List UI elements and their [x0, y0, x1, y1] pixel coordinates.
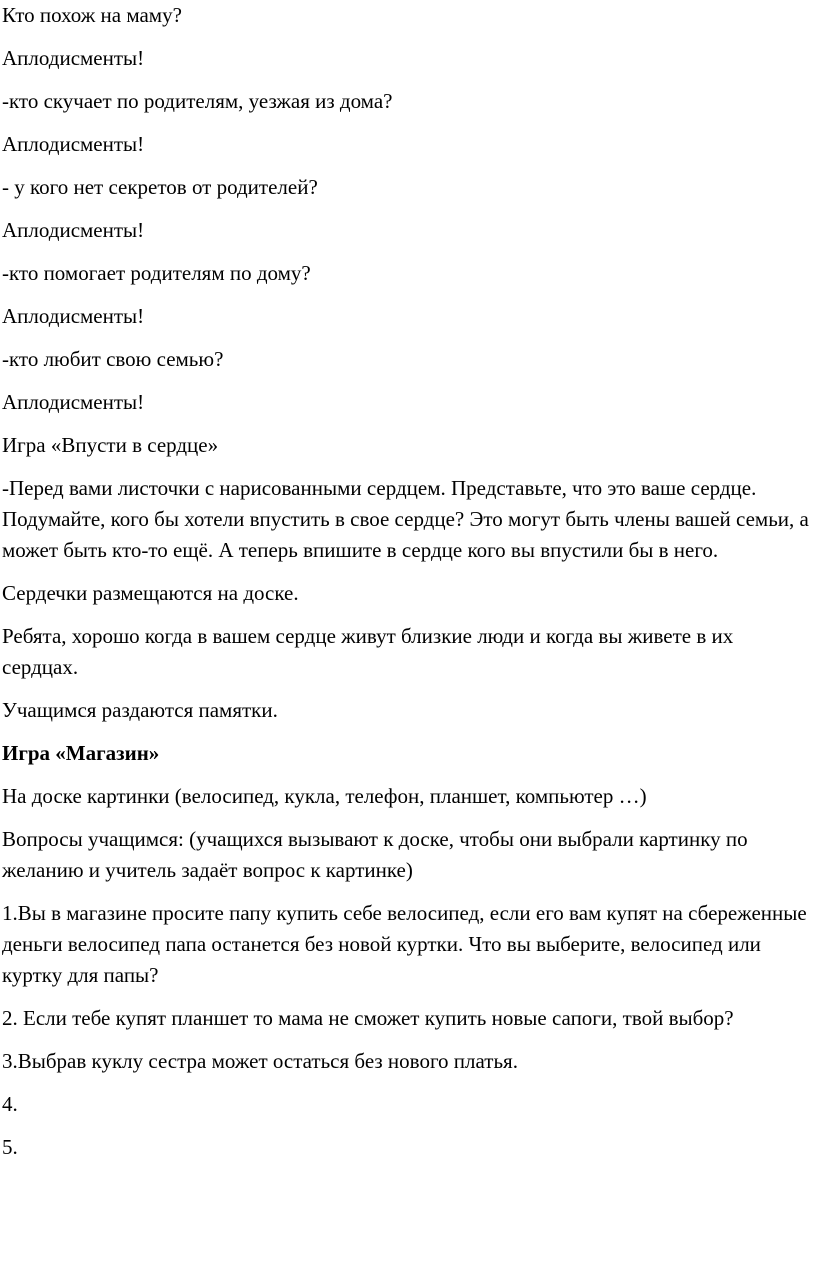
hearts-on-board-line: Сердечки размещаются на доске.	[2, 581, 299, 605]
memo-line: Учащимся раздаются памятки.	[2, 698, 278, 722]
question-line: Кто похож на маму?	[2, 3, 182, 27]
applause-line: Аплодисменты!	[2, 304, 145, 328]
question-item-2: 2. Если тебе купят планшет то мама не сможет купить новые сапоги, твой выбор?	[2, 1006, 734, 1030]
heart-game-instructions: -Перед вами листочки с нарисованными сердцем. Представьте, что это ваше сердце. Подумайте, кого бы хотели впустить в свое сердце? Это могут быть члены вашей семьи, а может быть кто-то ещё. А теперь впишите в сердце кого вы впустили бы в него.	[2, 476, 809, 562]
applause-line: Аплодисменты!	[2, 132, 145, 156]
question-line: -кто скучает по родителям, уезжая из дома?	[2, 89, 393, 113]
question-item-1: 1.Вы в магазине просите папу купить себе велосипед, если его вам купят на сбереженные деньги велосипед папа останется без новой куртки. Что вы выберите, велосипед или куртку для папы?	[2, 901, 807, 987]
question-line: - у кого нет секретов от родителей?	[2, 175, 318, 199]
game-heart-title: Игра «Впусти в сердце»	[2, 433, 219, 457]
board-pictures-line: На доске картинки (велосипед, кукла, телефон, планшет, компьютер …)	[2, 784, 647, 808]
question-line: -кто любит свою семью?	[2, 347, 224, 371]
question-item-5: 5.	[2, 1135, 18, 1159]
applause-line: Аплодисменты!	[2, 46, 145, 70]
close-people-line: Ребята, хорошо когда в вашем сердце живут близкие люди и когда вы живете в их сердцах.	[2, 624, 734, 679]
question-item-3: 3.Выбрав куклу сестра может остаться без нового платья.	[2, 1049, 518, 1073]
questions-intro: Вопросы учащимся: (учащихся вызывают к доске, чтобы они выбрали картинку по желанию и учитель задаёт вопрос к картинке)	[2, 827, 748, 882]
document-page	[2, 0, 812, 1163]
game-shop-title: Игра «Магазин»	[2, 741, 160, 765]
applause-line: Аплодисменты!	[2, 218, 145, 242]
question-item-4: 4.	[2, 1092, 18, 1116]
question-line: -кто помогает родителям по дому?	[2, 261, 311, 285]
applause-line: Аплодисменты!	[2, 390, 145, 414]
